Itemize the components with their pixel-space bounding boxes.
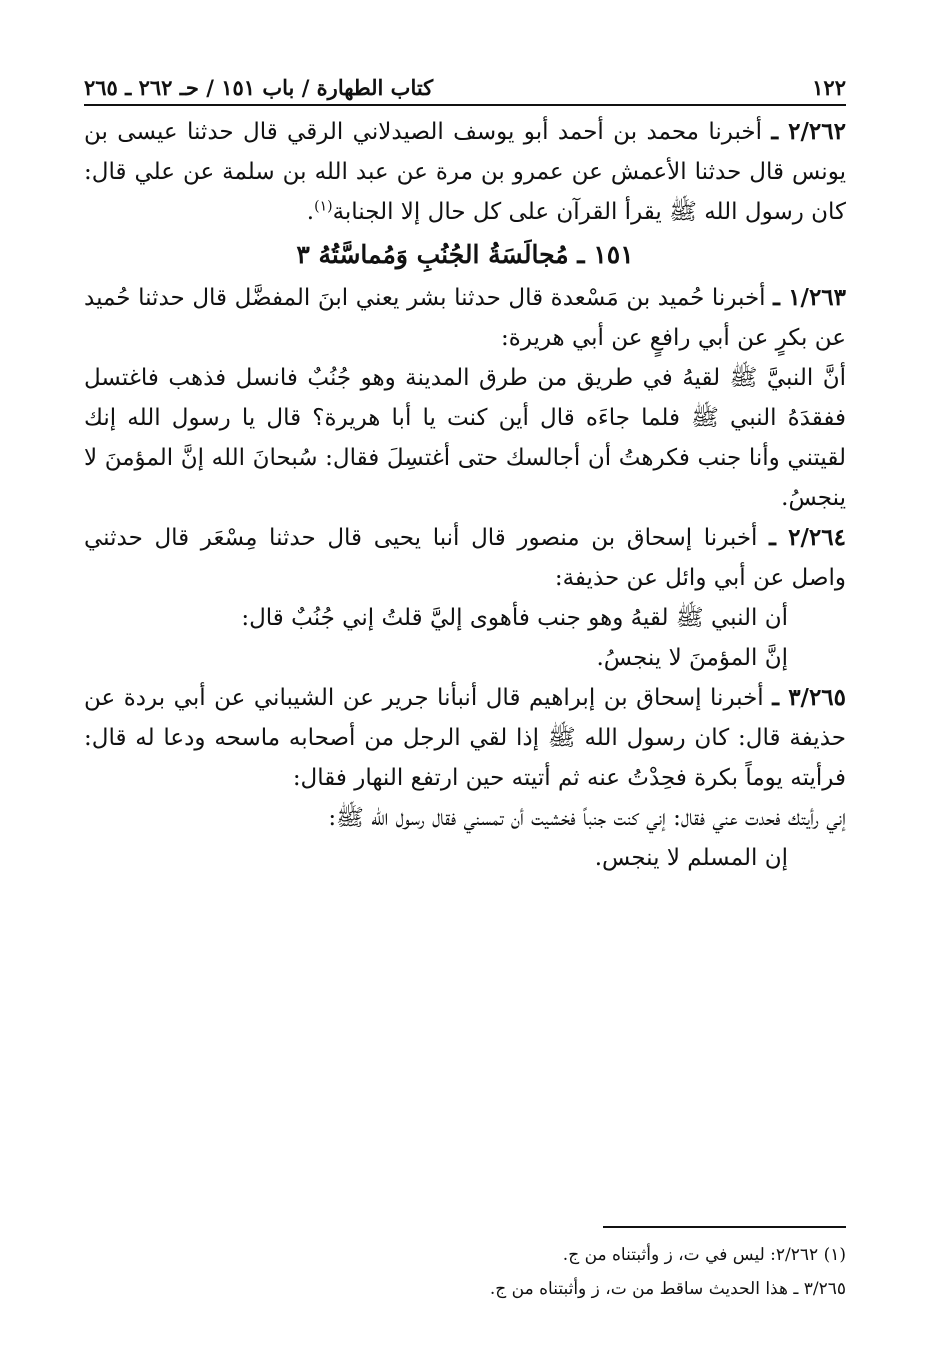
hadith-text: أخبرنا محمد بن أحمد أبو يوسف الصيدلاني الرقي قال حدثنا عيسى بن يونس قال حدثنا الأعمش عن عمرو بن مرة عن عبد الله بن سلمة عن علي قال: كان رسول الله ﷺ يقرأ القرآن على كل حال إلا الجنابة [84, 119, 846, 225]
footnote-separator [603, 1226, 846, 1228]
hadith-isnad: أخبرنا إسحاق بن منصور قال أنبا يحيى قال حدثنا مِسْعَر قال حدثني واصل عن أبي وائل عن حذيفة: [84, 525, 846, 591]
hadith-number: ١/٢٦٣ ـ [773, 284, 847, 311]
hadith-263-isnad [84, 278, 846, 358]
hadith-264-matn-1: أن النبي ﷺ لقيهُ وهو جنب فأهوى إليَّ قلتُ إني جُنُبٌ قال: [241, 605, 788, 631]
running-header [84, 66, 846, 106]
hadith-265-matn-2: إن المسلم لا ينجس. [594, 845, 788, 871]
hadith-265-matn-1: إني رأيتك فحدت عني فقال: إني كنت جنباً فخشيت أن تمسني فقال رسول الله ﷺ: [328, 805, 846, 831]
hadith-number: ٢/٢٦٢ ـ [771, 118, 846, 145]
hadith-262 [84, 112, 846, 232]
chapter-title: ١٥١ ـ مُجالَسَةُ الجُنُبِ وَمُماسَّتُهُ ٣ [296, 240, 634, 269]
running-title: كتاب الطهارة / باب ١٥١ / حـ ٢٦٢ ـ ٢٦٥ [84, 75, 434, 100]
hadith-end: . [306, 199, 315, 225]
hadith-264-isnad [84, 518, 846, 598]
footnote-marker: (١) [314, 198, 333, 215]
hadith-264-matn-2: إنَّ المؤمنَ لا ينجسُ. [596, 645, 788, 671]
hadith-263-matn: أنَّ النبيَّ ﷺ لقيهُ في طريق من طرق المدينة وهو جُنُبٌ فانسل فذهب فاغتسل ففقدَهُ النبي ﷺ فلما جاءَه قال أين كنت يا أبا هريرة؟ قال يا رسول الله إنك لقيتني وأنا جنب فكرهتُ أن أجالسك حتى أغتسِلَ فقال: سُبحانَ الله إنَّ المؤمنَ لا ينجسُ. [84, 365, 846, 511]
hadith-isnad: أخبرنا إسحاق بن إبراهيم قال أنبأنا جرير عن الشيباني عن أبي بردة عن حذيفة قال: كان رسول الله ﷺ إذا لقي الرجل من أصحابه ماسحه ودعا له قال: فرأيته يوماً بكرة فحِدْتُ عنه ثم أتيته حين ارتفع النهار فقال: [84, 685, 846, 791]
main-text [84, 112, 846, 878]
page-number: ١٢٢ [812, 75, 846, 100]
footnote-1: (١) ٢/٢٦٢: ليس في ت، ز وأثبتناه من ج. [562, 1245, 846, 1265]
hadith-number: ٢/٢٦٤ ـ [769, 524, 846, 551]
footnote-2: ٣/٢٦٥ ـ هذا الحديث ساقط من ت، ز وأثبتناه من ج. [489, 1279, 846, 1299]
footnotes [84, 1238, 846, 1306]
hadith-number: ٣/٢٦٥ ـ [772, 684, 847, 711]
hadith-265-isnad [84, 678, 846, 798]
hadith-isnad: أخبرنا حُميد بن مَسْعدة قال حدثنا بشر يعني ابنَ المفضَّل قال حدثنا حُميد عن بكرٍ عن أبي رافعٍ عن أبي هريرة: [84, 285, 846, 351]
